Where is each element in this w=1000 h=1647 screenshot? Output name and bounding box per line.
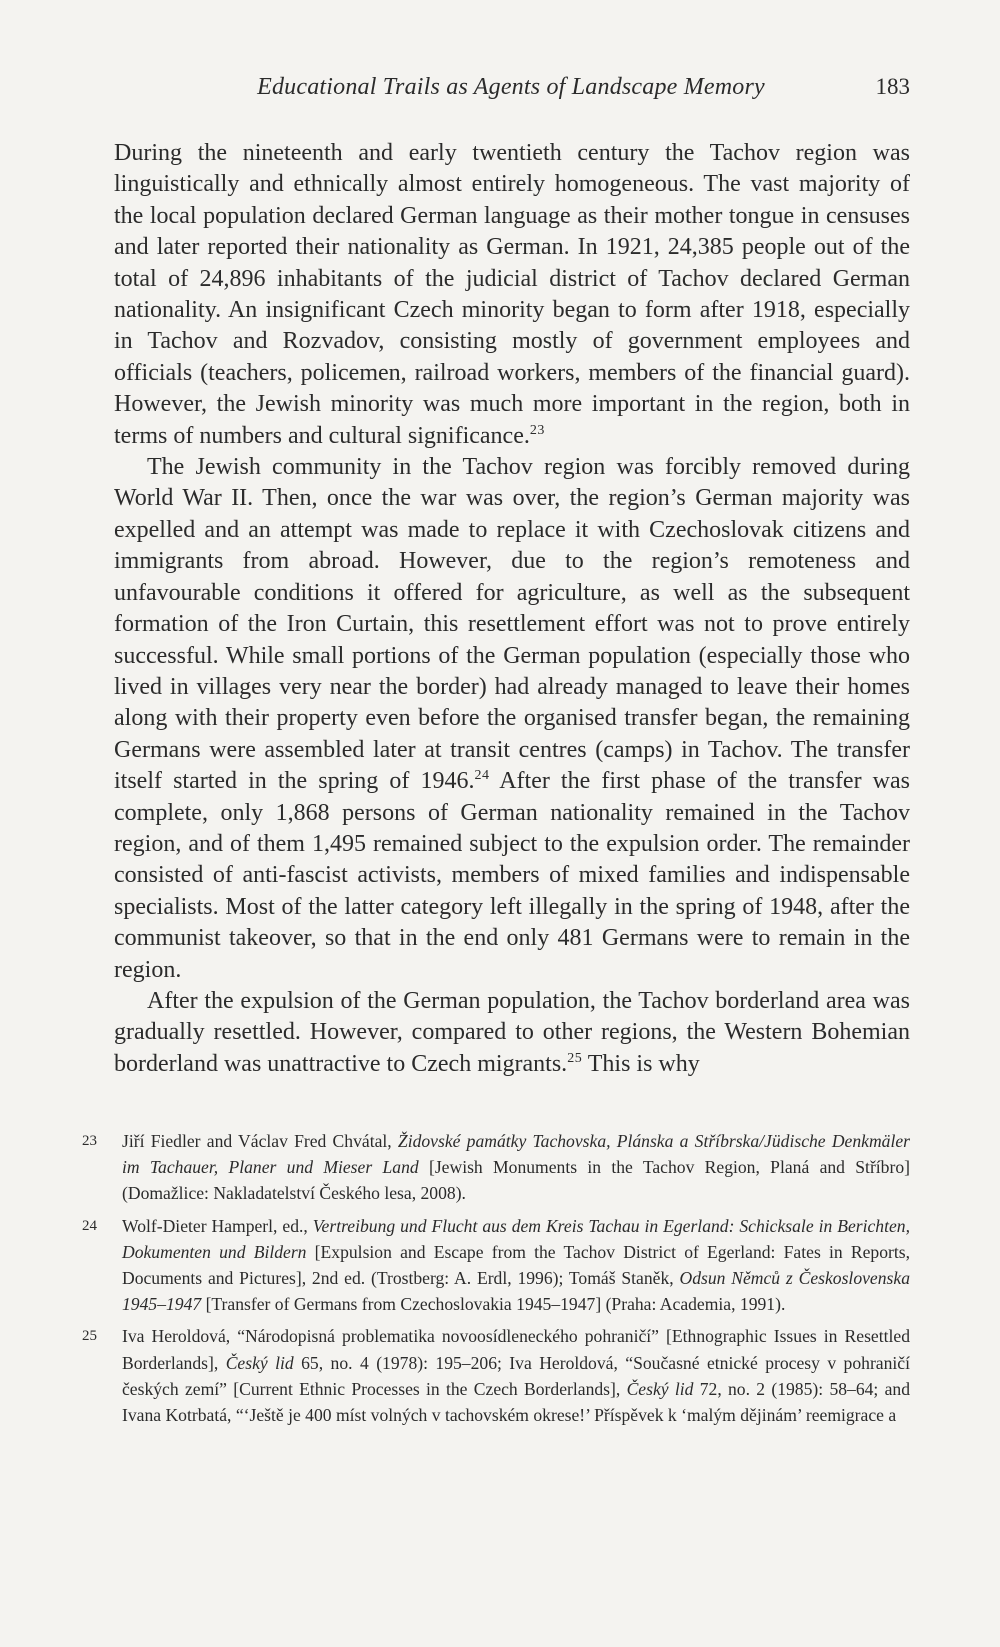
footnote-number: 25 xyxy=(82,1328,97,1345)
footnote-reference: 24 xyxy=(474,768,490,784)
body-paragraph xyxy=(114,986,910,1080)
footnote-title: Odsun Němců z Československa 1945–1947 xyxy=(122,1268,910,1315)
paragraph-text: After the expulsion of the German population, the Tachov borderland area was gradually resettled. However, compared to other regions, the Western Bohemian borderland was unattractive to Czech migrants. xyxy=(114,987,910,1077)
footnote-segment: 65, no. 4 (1978): 195–206; Iva Heroldová, “Současné etnické procesy v pohraničí českých zemí” [Current Ethnic Processes in the Czech Borderlands], xyxy=(122,1352,911,1399)
running-head xyxy=(112,74,910,110)
footnote-segment: Iva Heroldová, “Národopisná problematika novoosídleneckého pohraničí” [Ethnographic Issues in Resettled Borderlands], xyxy=(122,1326,910,1373)
paragraph-text: This is why xyxy=(582,1050,700,1077)
footnotes xyxy=(82,1128,910,1434)
footnote xyxy=(82,1213,910,1318)
footnote-text xyxy=(122,1323,910,1428)
footnote-segment: Wolf-Dieter Hamperl, ed., xyxy=(122,1215,313,1236)
body-paragraph xyxy=(114,452,910,986)
paragraph-text: During the nineteenth and early twentieth century the Tachov region was linguistically and ethnically almost entirely homogeneous. The vast majority of the local population declared German language as their mother tongue in censuses and later reported their nationality as German. In 1921, 24,385 people out of the total of 24,896 inhabitants of the judicial district of Tachov declared German nationality. An insignificant Czech minority began to form after 1918, especially in Tachov and Rozvadov, consisting mostly of government employees and officials (teachers, policemen, railroad workers, members of the financial guard). However, the Jewish minority was much more important in the region, both in terms of numbers and cultural significance. xyxy=(114,140,910,449)
footnote-title: Český lid xyxy=(225,1352,294,1373)
footnote-text xyxy=(122,1128,910,1207)
footnote-segment: 72, no. 2 (1985): 58–64; and Ivana Kotrbatá, “‘Ještě je 400 míst volných v tachovském okrese!’ Příspěvek k ‘malým dějinám’ reemigrace a xyxy=(122,1378,910,1426)
body-paragraph xyxy=(114,138,910,452)
footnote-segment: [Expulsion and Escape from the Tachov District of Egerland: Fates in Reports, Documents and Pictures], 2nd ed. (Trostberg: A. Erdl, 1996); Tomáš Staněk, xyxy=(122,1241,911,1289)
footnote-title: Židovské památky Tachovska, Plánska a Stříbrska/Jüdische Denkmäler im Tachauer, Planer und Mieser Land xyxy=(122,1131,910,1178)
footnote xyxy=(82,1323,910,1428)
footnote-title: Český lid xyxy=(626,1378,694,1399)
paragraph-text: The Jewish community in the Tachov region was forcibly removed during World War II. Then, once the war was over, the region’s German majority was expelled and an attempt was made to replace it with Czechoslovak citizens and immigrants from abroad. However, due to the region’s remoteness and unfavourable conditions it offered for agriculture, as well as the subsequent formation of the Iron Curtain, this resettlement effort was not to prove entirely successful. While small portions of the German population (especially those who lived in villages very near the border) had already managed to leave their homes along with their property even before the organised transfer began, the remaining Germans were assembled later at transit centres (camps) in Tachov. The transfer itself started in the spring of 1946. xyxy=(114,454,910,795)
body-text xyxy=(114,138,910,1080)
paragraph-text: After the first phase of the transfer was complete, only 1,868 persons of German nationality remained in the Tachov region, and of them 1,495 remained subject to the expulsion order. The remainder consisted of anti-fascist activists, members of mixed families and indispensable specialists. Most of the latter category left illegally in the spring of 1948, after the communist takeover, so that in the end only 481 Germans were to remain in the region. xyxy=(114,768,910,983)
footnote-segment: [Transfer of Germans from Czechoslovakia 1945–1947] (Praha: Academia, 1991). xyxy=(201,1294,786,1315)
footnote-segment: Jiří Fiedler and Václav Fred Chvátal, xyxy=(122,1131,398,1151)
footnote-segment: [Jewish Monuments in the Tachov Region, Planá and Stříbro] (Domažlice: Nakladatelství Českého lesa, 2008). xyxy=(122,1157,910,1204)
footnote xyxy=(82,1128,910,1207)
footnote-title: Vertreibung und Flucht aus dem Kreis Tachau in Egerland: Schicksale in Berichten, Dokumenten und Bildern xyxy=(122,1215,910,1262)
footnote-reference: 23 xyxy=(529,422,545,438)
running-title: Educational Trails as Agents of Landscape Memory xyxy=(257,74,765,100)
footnote-text xyxy=(122,1213,910,1318)
page-number: 183 xyxy=(875,74,910,99)
footnote-reference: 25 xyxy=(567,1050,583,1066)
footnote-number: 24 xyxy=(82,1217,97,1234)
footnote-number: 23 xyxy=(82,1133,97,1149)
